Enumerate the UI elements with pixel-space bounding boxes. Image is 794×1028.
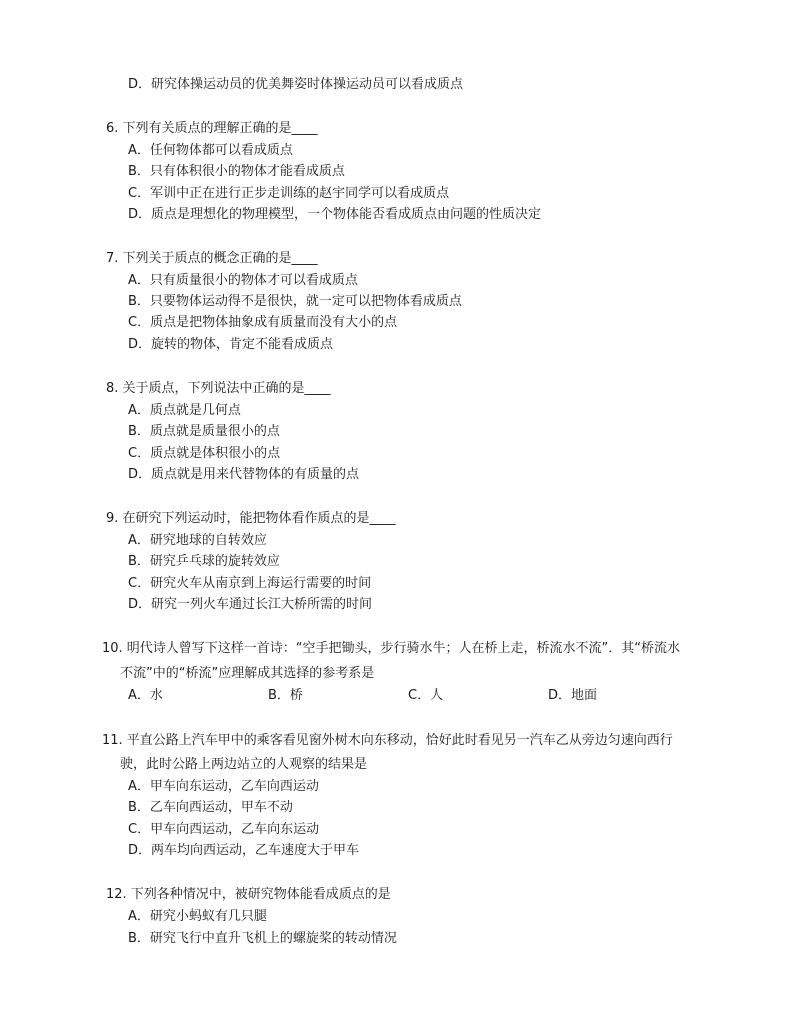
- q11-stem-line2: 驶，此时公路上两边站立的人观察的结果是: [120, 757, 368, 772]
- q10-option-d: D．地面: [548, 688, 598, 703]
- q10-option-c: C．人: [408, 688, 444, 703]
- q8-option-d: D．质点就是用来代替物体的有质量的点: [128, 467, 360, 482]
- q11-stem-line1: 11. 平直公路上汽车甲中的乘客看见窗外树木向东移动，恰好此时看见另一汽车乙从旁边匀速向西行: [102, 733, 673, 748]
- q8-option-b: B．质点就是质量很小的点: [128, 424, 280, 439]
- q8-option-a: A．质点就是几何点: [128, 403, 241, 418]
- q6-stem: 6. 下列有关质点的理解正确的是____: [106, 121, 318, 136]
- q7-option-b: B．只要物体运动得不是很快，就一定可以把物体看成质点: [128, 294, 462, 309]
- q10-stem-line2: 不流”中的“桥流”应理解成其选择的参考系是: [120, 666, 375, 681]
- q11-option-a: A．甲车向东运动，乙车向西运动: [128, 779, 319, 794]
- q10-option-a: A．水: [128, 688, 163, 703]
- q8-stem: 8. 关于质点，下列说法中正确的是____: [106, 381, 331, 396]
- q11-option-d: D．两车均向西运动，乙车速度大于甲车: [128, 843, 360, 858]
- q7-option-c: C．质点是把物体抽象成有质量而没有大小的点: [128, 315, 398, 330]
- q6-option-c: C．军训中正在进行正步走训练的赵宇同学可以看成质点: [128, 186, 450, 201]
- q5-option-d: D．研究体操运动员的优美舞姿时体操运动员可以看成质点: [128, 77, 464, 92]
- q9-stem: 9. 在研究下列运动时，能把物体看作质点的是____: [106, 511, 396, 526]
- q11-option-c: C．甲车向西运动，乙车向东运动: [128, 822, 320, 837]
- q11-option-b: B．乙车向西运动，甲车不动: [128, 800, 293, 815]
- q6-option-b: B．只有体积很小的物体才能看成质点: [128, 164, 345, 179]
- q12-option-b: B．研究飞行中直升飞机上的螺旋桨的转动情况: [128, 931, 397, 946]
- q8-option-c: C．质点就是体积很小的点: [128, 446, 281, 461]
- q12-stem: 12. 下列各种情况中，被研究物体能看成质点的是: [106, 887, 391, 902]
- q10-stem-line1: 10. 明代诗人曾写下这样一首诗：“空手把锄头，步行骑水牛；人在桥上走，桥流水不流”．其“桥流水: [102, 641, 681, 656]
- q7-stem: 7. 下列关于质点的概念正确的是____: [106, 251, 318, 266]
- q9-option-d: D．研究一列火车通过长江大桥所需的时间: [128, 597, 373, 612]
- q10-option-b: B．桥: [268, 688, 303, 703]
- q9-option-b: B．研究乒乓球的旋转效应: [128, 554, 280, 569]
- q9-option-a: A．研究地球的自转效应: [128, 533, 267, 548]
- q6-option-d: D．质点是理想化的物理模型，一个物体能否看成质点由问题的性质决定: [128, 207, 542, 222]
- q6-option-a: A．任何物体都可以看成质点: [128, 143, 293, 158]
- q9-option-c: C．研究火车从南京到上海运行需要的时间: [128, 576, 372, 591]
- q12-option-a: A．研究小蚂蚁有几只腿: [128, 909, 267, 924]
- q7-option-d: D．旋转的物体，肯定不能看成质点: [128, 337, 334, 352]
- q7-option-a: A．只有质量很小的物体才可以看成质点: [128, 273, 358, 288]
